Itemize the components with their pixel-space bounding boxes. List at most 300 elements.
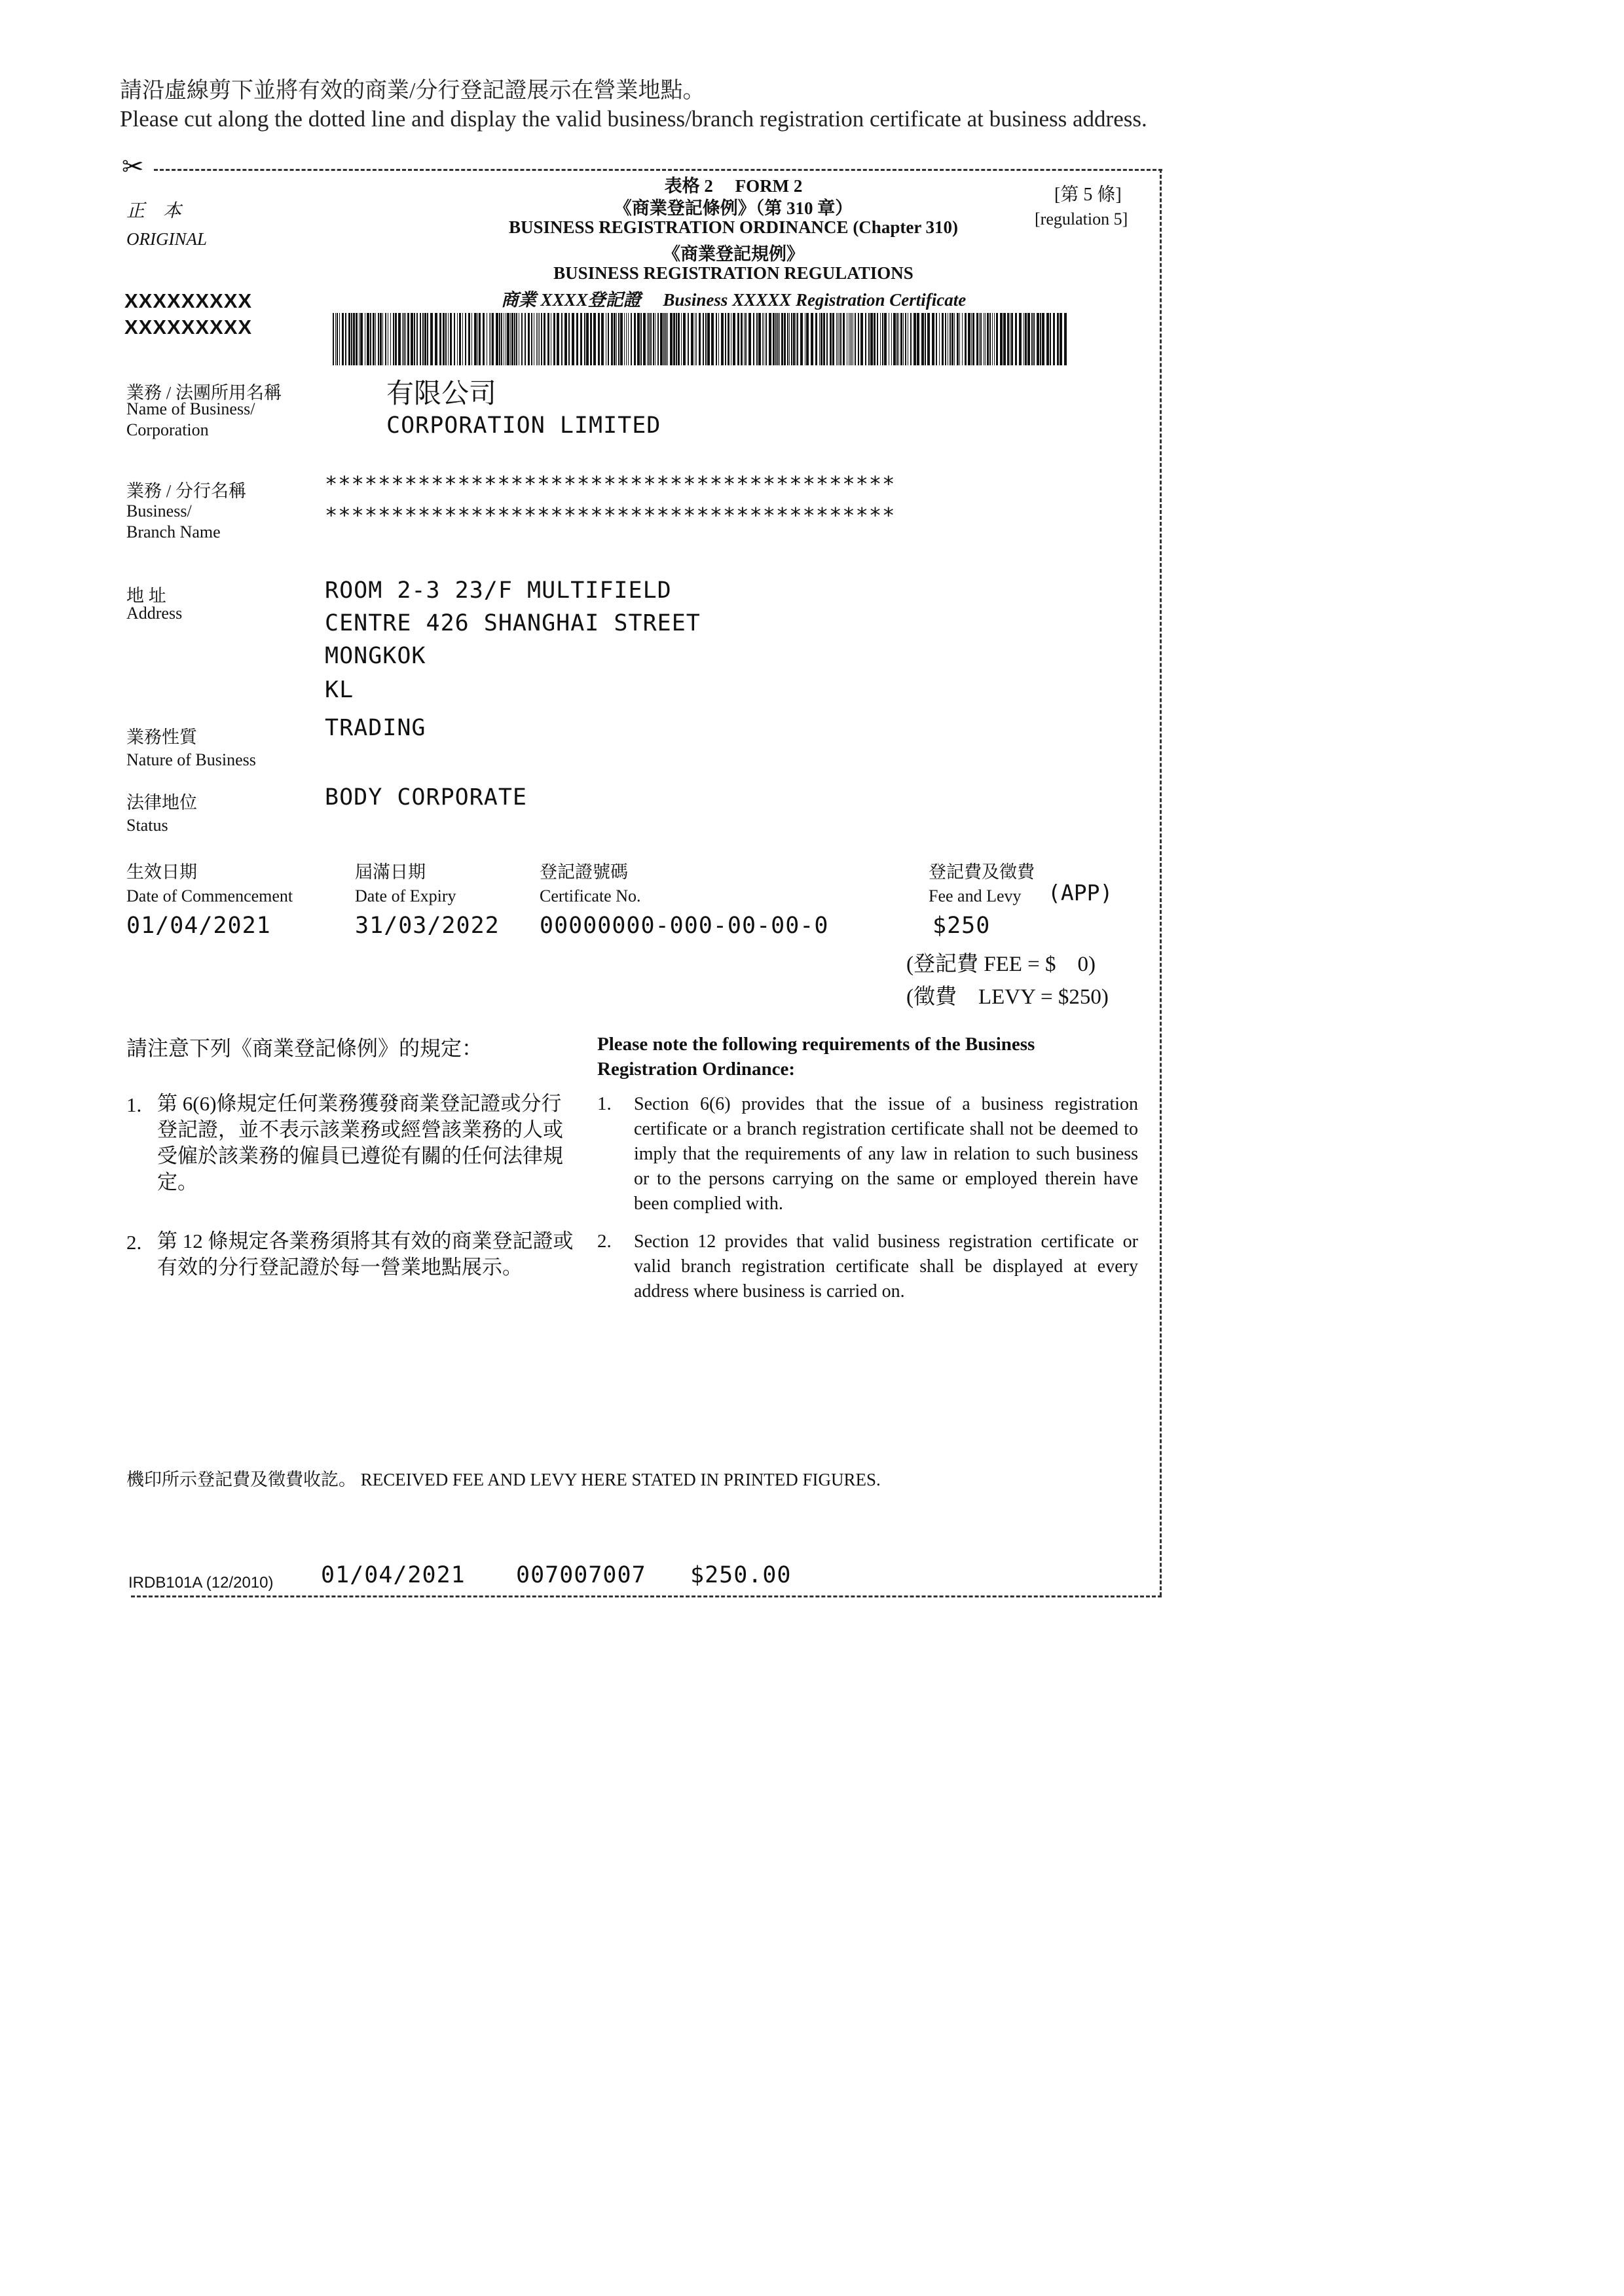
barcode-bar (936, 313, 937, 365)
barcode-bar (874, 313, 876, 365)
fee-type: (APP) (1048, 880, 1113, 905)
barcode-bar (980, 313, 982, 365)
name-label-zh: 業務 / 法團所用名稱 (126, 383, 282, 403)
nature-label-en: Nature of Business (126, 750, 256, 769)
barcode-bar (648, 313, 650, 365)
barcode-bar (626, 313, 627, 365)
barcode-bar (942, 313, 944, 365)
barcode-bar (950, 313, 951, 365)
name-label-en-2: Corporation (126, 420, 209, 439)
barcode-bar (450, 313, 452, 365)
barcode-bar (1007, 313, 1009, 365)
barcode-bar (557, 313, 559, 365)
barcode-bar (422, 313, 424, 365)
barcode-bar (624, 313, 625, 365)
barcode-bar (775, 313, 777, 365)
barcode-bar (994, 313, 995, 365)
form-code: IRDB101A (12/2010) (128, 1574, 274, 1592)
dotted-cut-line-bottom (131, 1595, 1162, 1597)
expiry-label-zh: 屆滿日期 (355, 862, 426, 882)
barcode-bar (985, 313, 986, 365)
barcode-bar (650, 313, 652, 365)
barcode-bar (586, 313, 589, 365)
barcode-bar (1003, 313, 1006, 365)
barcode-bar (900, 313, 902, 365)
barcode-bar (403, 313, 405, 365)
barcode-bar (616, 313, 617, 365)
barcode-bar (733, 313, 735, 365)
barcode-bar (855, 313, 856, 365)
expiry-date: 31/03/2022 (355, 913, 500, 939)
barcode-bar (959, 313, 960, 365)
barcode-bar (882, 313, 883, 365)
barcode-bar (373, 313, 375, 365)
barcode-bar (1037, 313, 1039, 365)
barcode-bar (640, 313, 642, 365)
barcode-bar (348, 313, 350, 365)
barcode-bar (510, 313, 511, 365)
barcode-bar (718, 313, 719, 365)
note-1-en: Section 6(6) provides that the issue of a business registration certificate or a branch registration certificate shall not be deemed to imply that the requirements of any law in relation to such business or to the persons carrying on the same or employed therein have been complied with. (634, 1094, 1138, 1214)
barcode-bar (660, 313, 663, 365)
commence-label-en: Date of Commencement (126, 886, 293, 905)
barcode-bar (367, 313, 369, 365)
barcode-bar (479, 313, 481, 365)
barcode-bar (511, 313, 513, 365)
barcode-bar (356, 313, 358, 365)
barcode-bar (353, 313, 355, 365)
barcode-bar (821, 313, 822, 365)
barcode-bar (711, 313, 714, 365)
barcode-bar (490, 313, 491, 365)
barcode-bar (459, 313, 461, 365)
registration-fee-line: (登記費 FEE = $ 0) (906, 953, 1096, 976)
barcode-bar (541, 313, 542, 365)
barcode-bar (850, 313, 851, 365)
note-2-number-en: 2. (597, 1231, 612, 1252)
barcode-bar (766, 313, 767, 365)
barcode-bar (762, 313, 763, 365)
barcode-bar (390, 313, 391, 365)
barcode-bar (781, 313, 783, 365)
barcode-bar (884, 313, 887, 365)
barcode-bar (939, 313, 940, 365)
barcode-bar (870, 313, 873, 365)
barcode-bar (516, 313, 517, 365)
barcode-bar (614, 313, 616, 365)
instruction-en: Please cut along the dotted line and display the valid business/branch registration certificate at business address. (120, 106, 1147, 132)
barcode-bar (779, 313, 780, 365)
original-label-en: ORIGINAL (126, 229, 207, 249)
scissors-icon: ✂ (122, 152, 144, 182)
certificate-number: 00000000-000-00-00-0 (540, 913, 829, 939)
barcode-bar (877, 313, 878, 365)
barcode-bar (576, 313, 578, 365)
barcode-bar (716, 313, 717, 365)
barcode-bar (893, 313, 896, 365)
barcode-bar (789, 313, 790, 365)
ordinance-en: BUSINESS REGISTRATION ORDINANCE (Chapter 310) (508, 217, 959, 237)
barcode-bar (725, 313, 726, 365)
fee-label-zh: 登記費及徵費 (929, 862, 1035, 882)
barcode-bar (806, 313, 809, 365)
branch-name-line-2: ******************************************* (325, 503, 896, 528)
barcode-bar (468, 313, 470, 365)
barcode-bar (395, 313, 397, 365)
barcode-bar (728, 313, 729, 365)
levy-line: (徵費 LEVY = $250) (906, 985, 1109, 1009)
barcode-bar (448, 313, 449, 365)
barcode-bar (528, 313, 530, 365)
barcode-bar (580, 313, 582, 365)
barcode-bar (584, 313, 585, 365)
barcode-bar (443, 313, 445, 365)
barcode-bar (405, 313, 406, 365)
nature-of-business: TRADING (325, 715, 426, 741)
barcode-bar (903, 313, 904, 365)
barcode-bar (337, 313, 338, 365)
barcode-bar (1015, 313, 1017, 365)
fee-amount: $250 (932, 913, 991, 939)
barcode-bar (1031, 313, 1033, 365)
instruction-zh: 請沿虛線剪下並將有效的商業/分行登記證展示在營業地點。 (120, 79, 705, 103)
dotted-cut-line-top (154, 169, 1162, 171)
barcode-bar (333, 313, 334, 365)
barcode-bar (745, 313, 747, 365)
barcode-bar (360, 313, 363, 365)
barcode-bar (499, 313, 500, 365)
barcode-bar (865, 313, 866, 365)
barcode-bar (860, 313, 863, 365)
ordinance-zh: 《商業登記條例》（第 310 章） (614, 198, 853, 218)
barcode-bar (536, 313, 537, 365)
barcode-bar (896, 313, 898, 365)
barcode-bar (769, 313, 771, 365)
expiry-label-en: Date of Expiry (355, 886, 456, 905)
barcode-bar (477, 313, 478, 365)
barcode-bar (370, 313, 371, 365)
barcode-bar (667, 313, 668, 365)
note-2-number-zh: 2. (126, 1231, 142, 1254)
barcode-bar (957, 313, 959, 365)
original-label-zh: 正 本 (126, 201, 182, 221)
business-name-zh: 有限公司 (386, 378, 497, 409)
barcode-bar (681, 313, 682, 365)
barcode-bar (945, 313, 946, 365)
barcode-bar (753, 313, 754, 365)
barcode-bar (375, 313, 376, 365)
note-1-number-zh: 1. (126, 1093, 142, 1116)
barcode-bar (647, 313, 648, 365)
barcode-bar (1064, 313, 1067, 365)
section-ref-en: [regulation 5] (1035, 210, 1128, 228)
barcode-bar (393, 313, 394, 365)
barcode-bar (465, 313, 466, 365)
barcode-bar (683, 313, 686, 365)
barcode-bar (514, 313, 515, 365)
barcode-bar (819, 313, 820, 365)
barcode-bar (385, 313, 386, 365)
legal-status: BODY CORPORATE (325, 784, 528, 811)
barcode-bar (620, 313, 623, 365)
barcode (333, 313, 1067, 365)
barcode-bar (564, 313, 567, 365)
barcode-bar (913, 313, 916, 365)
barcode-bar (342, 313, 344, 365)
barcode-bar (670, 313, 673, 365)
barcode-bar (631, 313, 632, 365)
barcode-bar (1019, 313, 1022, 365)
barcode-bar (840, 313, 841, 365)
barcode-bar (439, 313, 441, 365)
barcode-bar (561, 313, 563, 365)
barcode-bar (962, 313, 963, 365)
barcode-bar (756, 313, 758, 365)
barcode-bar (380, 313, 382, 365)
notes-title-en: Please note the following requirements of the Business Registration Ordinance: (597, 1034, 1035, 1080)
barcode-bar (707, 313, 710, 365)
branch-label-en-1: Business/ (126, 501, 192, 520)
barcode-bar (435, 313, 437, 365)
barcode-bar (797, 313, 798, 365)
barcode-bar (335, 313, 336, 365)
barcode-bar (663, 313, 665, 365)
barcode-bar (483, 313, 485, 365)
barcode-bar (691, 313, 693, 365)
barcode-bar (359, 313, 360, 365)
barcode-bar (382, 313, 383, 365)
barcode-bar (787, 313, 788, 365)
barcode-bar (737, 313, 739, 365)
barcode-bar (868, 313, 870, 365)
barcode-bar (1033, 313, 1035, 365)
barcode-bar (992, 313, 993, 365)
certificate-title: 商業 XXXX登記證 Business XXXXX Registration Certificate (500, 290, 967, 310)
barcode-bar (568, 313, 570, 365)
barcode-bar (378, 313, 379, 365)
barcode-bar (826, 313, 828, 365)
address-line-1: ROOM 2-3 23/F MULTIFIELD (325, 577, 672, 604)
barcode-bar (851, 313, 852, 365)
barcode-bar (917, 313, 919, 365)
barcode-bar (839, 313, 840, 365)
branch-label-zh: 業務 / 分行名稱 (126, 481, 247, 501)
barcode-bar (898, 313, 899, 365)
regulations-en: BUSINESS REGISTRATION REGULATIONS (553, 263, 913, 283)
cert-no-label-zh: 登記證號碼 (540, 862, 628, 882)
barcode-bar (427, 313, 428, 365)
barcode-bar (657, 313, 659, 365)
barcode-bar (593, 313, 596, 365)
notes-title-zh: 請注意下列《商業登記條例》的規定： (126, 1036, 483, 1060)
barcode-bar (696, 313, 697, 365)
receipt-reference: 007007007 (516, 1562, 646, 1588)
barcode-bar (748, 313, 751, 365)
barcode-bar (416, 313, 418, 365)
commencement-date: 01/04/2021 (126, 913, 271, 939)
barcode-bar (823, 313, 825, 365)
commence-label-zh: 生效日期 (126, 862, 197, 882)
barcode-bar (927, 313, 930, 365)
barcode-bar (351, 313, 352, 365)
receipt-date: 01/04/2021 (321, 1562, 466, 1588)
form-number: 表格 2 FORM 2 (664, 176, 803, 196)
barcode-bar (758, 313, 761, 365)
barcode-bar (430, 313, 433, 365)
barcode-bar (539, 313, 540, 365)
barcode-bar (445, 313, 447, 365)
receipt-amount: $250.00 (690, 1562, 792, 1588)
barcode-bar (678, 313, 680, 365)
barcode-bar (553, 313, 555, 365)
barcode-bar (411, 313, 413, 365)
address-label-zh: 地 址 (126, 586, 166, 606)
barcode-bar (703, 313, 704, 365)
barcode-bar (643, 313, 646, 365)
barcode-bar (507, 313, 509, 365)
redacted-code-2: XXXXXXXXX (124, 316, 253, 338)
address-line-2: CENTRE 426 SHANGHAI STREET (325, 610, 701, 636)
barcode-bar (1042, 313, 1044, 365)
barcode-bar (1011, 313, 1013, 365)
barcode-bar (608, 313, 609, 365)
barcode-bar (544, 313, 545, 365)
cert-no-label-en: Certificate No. (540, 886, 641, 905)
barcode-bar (932, 313, 934, 365)
barcode-bar (951, 313, 953, 365)
barcode-bar (525, 313, 526, 365)
barcode-bar (688, 313, 689, 365)
barcode-bar (618, 313, 619, 365)
barcode-bar (972, 313, 974, 365)
barcode-bar (971, 313, 972, 365)
barcode-bar (454, 313, 455, 365)
barcode-bar (457, 313, 458, 365)
barcode-bar (407, 313, 409, 365)
barcode-bar (572, 313, 574, 365)
barcode-bar (345, 313, 346, 365)
address-line-3: MONGKOK (325, 643, 426, 669)
barcode-bar (676, 313, 677, 365)
barcode-bar (673, 313, 675, 365)
barcode-bar (653, 313, 654, 365)
barcode-bar (1025, 313, 1027, 365)
barcode-bar (471, 313, 472, 365)
barcode-bar (989, 313, 991, 365)
barcode-bar (1046, 313, 1049, 365)
dotted-cut-line-right (1160, 169, 1162, 1596)
barcode-bar (1040, 313, 1041, 365)
address-label-en: Address (126, 604, 183, 623)
barcode-bar (910, 313, 912, 365)
barcode-bar (925, 313, 926, 365)
barcode-bar (398, 313, 401, 365)
barcode-bar (979, 313, 980, 365)
barcode-bar (1057, 313, 1059, 365)
barcode-bar (880, 313, 881, 365)
barcode-bar (954, 313, 955, 365)
barcode-bar (531, 313, 532, 365)
barcode-bar (858, 313, 859, 365)
barcode-bar (339, 313, 340, 365)
barcode-bar (791, 313, 792, 365)
barcode-bar (547, 313, 549, 365)
status-label-en: Status (126, 816, 168, 835)
barcode-bar (836, 313, 837, 365)
fee-label-en: Fee and Levy (929, 886, 1022, 905)
barcode-bar (1053, 313, 1055, 365)
branch-name-line-1: ******************************************* (325, 471, 896, 496)
barcode-bar (496, 313, 498, 365)
barcode-bar (744, 313, 745, 365)
barcode-bar (611, 313, 613, 365)
barcode-bar (784, 313, 786, 365)
note-1-zh: 第 6(6)條規定任何業務獲發商業登記證或分行登記證，並不表示該業務或經營該業務的人或受僱於該業務的僱員已遵從有關的任何法律規定。 (157, 1092, 563, 1194)
barcode-bar (921, 313, 924, 365)
barcode-bar (773, 313, 775, 365)
barcode-bar (601, 313, 604, 365)
barcode-bar (905, 313, 906, 365)
barcode-bar (968, 313, 970, 365)
barcode-bar (474, 313, 477, 365)
barcode-bar (1000, 313, 1003, 365)
regulations-zh: 《商業登記規例》 (663, 244, 804, 264)
barcode-bar (521, 313, 523, 365)
barcode-bar (1027, 313, 1030, 365)
barcode-bar (832, 313, 834, 365)
barcode-bar (800, 313, 803, 365)
barcode-bar (424, 313, 426, 365)
barcode-bar (420, 313, 421, 365)
note-2-en: Section 12 provides that valid business registration certificate or valid branch registration certificate shall be displayed at every address where business is carried on. (634, 1231, 1138, 1302)
barcode-bar (590, 313, 592, 365)
barcode-bar (414, 313, 415, 365)
business-name-en: CORPORATION LIMITED (386, 412, 661, 439)
barcode-bar (598, 313, 600, 365)
name-label-en-1: Name of Business/ (126, 399, 255, 418)
redacted-code-1: XXXXXXXXX (124, 289, 253, 312)
barcode-bar (793, 313, 795, 365)
barcode-bar (489, 313, 490, 365)
barcode-bar (721, 313, 724, 365)
barcode-bar (665, 313, 667, 365)
barcode-bar (741, 313, 743, 365)
barcode-bar (634, 313, 636, 365)
barcode-bar (987, 313, 989, 365)
barcode-bar (976, 313, 978, 365)
barcode-bar (402, 313, 403, 365)
barcode-bar (1060, 313, 1062, 365)
barcode-bar (777, 313, 779, 365)
barcode-bar (628, 313, 629, 365)
barcode-bar (637, 313, 640, 365)
barcode-bar (843, 313, 845, 365)
address-line-4: KL (325, 677, 354, 703)
barcode-bar (965, 313, 967, 365)
barcode-bar (1050, 313, 1051, 365)
nature-label-zh: 業務性質 (126, 727, 197, 747)
branch-label-en-2: Branch Name (126, 522, 221, 541)
barcode-bar (996, 313, 998, 365)
barcode-bar (699, 313, 701, 365)
barcode-bar (815, 313, 817, 365)
barcode-bar (891, 313, 892, 365)
barcode-bar (462, 313, 463, 365)
note-2-zh: 第 12 條規定各業務須將其有效的商業登記證或有效的分行登記證於每一營業地點展示。 (157, 1230, 574, 1279)
barcode-bar (492, 313, 494, 365)
note-1-number-en: 1. (597, 1093, 612, 1114)
barcode-bar (501, 313, 502, 365)
